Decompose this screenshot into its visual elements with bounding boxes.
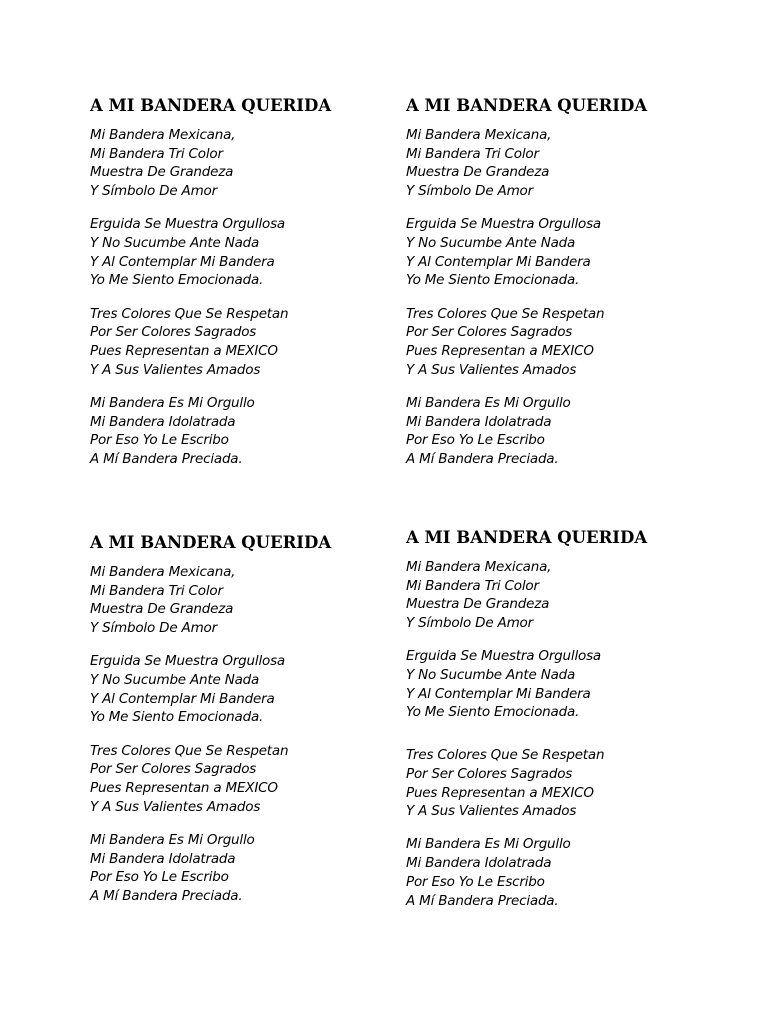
poem-line: Y A Sus Valientes Amados [90,361,261,378]
poem-line: Y Símbolo De Amor [90,183,217,200]
poem-line: Mi Bandera Idolatrada [406,413,552,430]
poem-line: Mi Bandera Es Mi Orgullo [406,836,571,853]
poem-line: Yo Me Siento Emocionada. [406,704,580,721]
stanza-3 [406,746,706,821]
poem-line: Mi Bandera Es Mi Orgullo [90,394,255,411]
poem-line: Y A Sus Valientes Amados [90,798,261,815]
poem-line: Pues Representan a MEXICO [90,780,278,797]
poem-line: Por Eso Yo Le Escribo [90,869,229,886]
poem-line: Mi Bandera Mexicana, [406,559,552,575]
stanza-4 [90,831,390,906]
stanza-1 [406,126,706,201]
stanza-2 [406,647,706,722]
stanza-1 [406,558,706,633]
poem-line: Y A Sus Valientes Amados [406,361,577,378]
poem-line: Mi Bandera Tri Color [90,582,223,599]
poem-line: Tres Colores Que Se Respetan [406,747,605,764]
stanza-2 [406,215,706,290]
poem-line: Yo Me Siento Emocionada. [406,272,580,289]
poem-line: Y Al Contemplar Mi Bandera [406,253,591,270]
stanza-2 [90,652,390,727]
poem-bottom-right [406,528,706,925]
poem-line: Y Símbolo De Amor [406,615,533,632]
poem-line: Mi Bandera Mexicana, [406,127,552,143]
stanza-4 [90,394,390,469]
stanza-4 [406,394,706,469]
poem-line: Tres Colores Que Se Respetan [90,742,289,759]
poem-line: Y Símbolo De Amor [90,620,217,637]
poem-line: Mi Bandera Tri Color [406,145,539,162]
poem-line: Erguida Se Muestra Orgullosa [90,653,285,670]
poem-line: Y Al Contemplar Mi Bandera [90,253,275,270]
poem-line: Erguida Se Muestra Orgullosa [406,648,601,665]
poem-top-left [90,96,390,483]
poem-top-right [406,96,706,483]
poem-line: Mi Bandera Es Mi Orgullo [406,394,571,411]
poem-title: A MI BANDERA QUERIDA [406,96,648,115]
poem-line: Yo Me Siento Emocionada. [90,709,264,726]
stanza-3 [90,305,390,380]
poem-line: Y Al Contemplar Mi Bandera [406,685,591,702]
poem-line: Por Ser Colores Sagrados [406,765,573,782]
poem-line: Muestra De Grandeza [90,601,234,618]
poem-title: A MI BANDERA QUERIDA [406,528,648,547]
poem-line: Mi Bandera Mexicana, [90,564,236,580]
poem-line: A Mí Bandera Preciada. [90,888,243,905]
poem-title: A MI BANDERA QUERIDA [90,96,332,115]
poem-line: Pues Representan a MEXICO [90,343,278,360]
poem-line: Tres Colores Que Se Respetan [90,305,289,322]
stanza-3 [406,305,706,380]
stanza-1 [90,563,390,638]
poem-bottom-left [90,533,390,920]
poem-line: Y Símbolo De Amor [406,183,533,200]
poem-line: Mi Bandera Idolatrada [90,413,236,430]
poem-line: Mi Bandera Tri Color [406,577,539,594]
poem-line: Muestra De Grandeza [406,164,550,181]
poem-line: Por Eso Yo Le Escribo [406,432,545,449]
poem-line: Erguida Se Muestra Orgullosa [406,216,601,233]
poem-line: Muestra De Grandeza [90,164,234,181]
poem-line: Y No Sucumbe Ante Nada [406,235,576,252]
poem-line: Y A Sus Valientes Amados [406,803,577,820]
poem-line: A Mí Bandera Preciada. [406,892,559,909]
poem-line: Por Ser Colores Sagrados [406,324,573,341]
poem-line: Mi Bandera Idolatrada [90,850,236,867]
poem-line: Pues Representan a MEXICO [406,784,594,801]
stanza-1 [90,126,390,201]
poem-title: A MI BANDERA QUERIDA [90,533,332,552]
poem-line: A Mí Bandera Preciada. [90,451,243,468]
poem-line: Y Al Contemplar Mi Bandera [90,690,275,707]
poem-line: Y No Sucumbe Ante Nada [90,235,260,252]
poem-line: Mi Bandera Mexicana, [90,127,236,143]
poem-line: A Mí Bandera Preciada. [406,451,559,468]
poem-line: Pues Representan a MEXICO [406,343,594,360]
poem-line: Tres Colores Que Se Respetan [406,305,605,322]
poem-line: Por Eso Yo Le Escribo [90,432,229,449]
stanza-3 [90,742,390,817]
stanza-4 [406,835,706,910]
poem-line: Y No Sucumbe Ante Nada [406,667,576,684]
poem-line: Por Eso Yo Le Escribo [406,873,545,890]
poem-line: Yo Me Siento Emocionada. [90,272,264,289]
poem-line: Erguida Se Muestra Orgullosa [90,216,285,233]
poem-line: Muestra De Grandeza [406,596,550,613]
poem-line: Mi Bandera Tri Color [90,145,223,162]
stanza-2 [90,215,390,290]
poem-line: Por Ser Colores Sagrados [90,761,257,778]
poem-line: Y No Sucumbe Ante Nada [90,672,260,689]
poem-line: Por Ser Colores Sagrados [90,324,257,341]
poem-line: Mi Bandera Es Mi Orgullo [90,831,255,848]
poem-line: Mi Bandera Idolatrada [406,855,552,872]
